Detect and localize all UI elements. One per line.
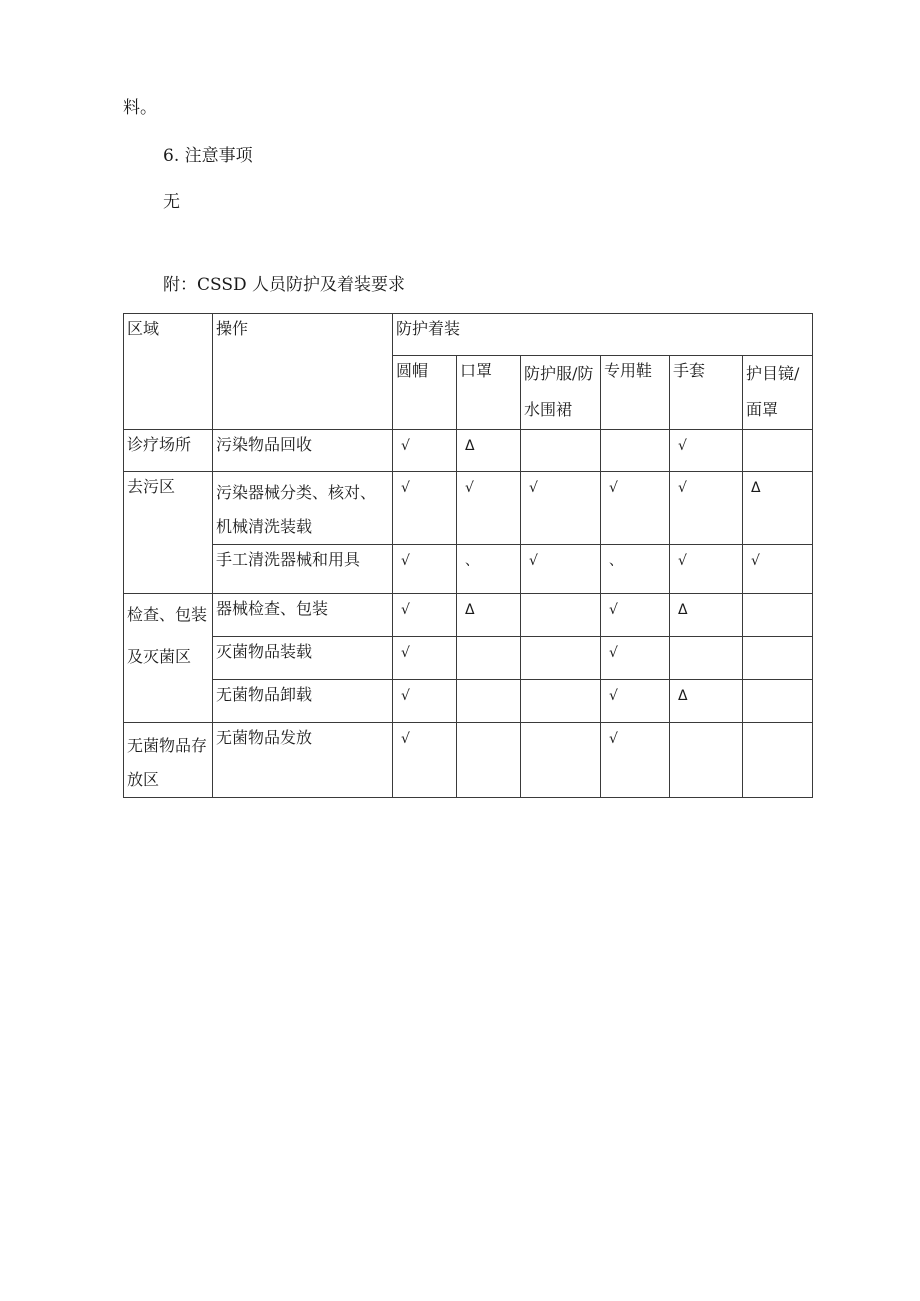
mark-cell [743,594,813,637]
area-cell: 无菌物品存放区 [124,723,213,798]
mark-cell: √ [393,594,457,637]
mark-cell [521,680,601,723]
header-item-gloves: 手套 [670,356,743,430]
mark-cell: √ [601,637,670,680]
mark-cell: √ [601,680,670,723]
mark-cell [670,723,743,798]
mark-cell: √ [670,545,743,594]
mark-cell: Δ [457,594,521,637]
table-row [124,680,813,723]
table-row [124,545,813,594]
operation-cell: 污染物品回收 [213,430,393,472]
area-cell: 检查、包装及灭菌区 [124,594,213,723]
header-item-mask: 口罩 [457,356,521,430]
mark-cell [743,723,813,798]
mark-cell: √ [393,545,457,594]
table-row [124,430,813,472]
mark-cell [601,430,670,472]
header-item-shoes: 专用鞋 [601,356,670,430]
operation-cell: 污染器械分类、核对、机械清洗装载 [213,472,393,545]
mark-cell [521,723,601,798]
table-row [124,723,813,798]
header-operation: 操作 [213,314,393,430]
mark-cell: √ [601,594,670,637]
area-cell: 诊疗场所 [124,430,213,472]
operation-cell: 手工清洗器械和用具 [213,545,393,594]
mark-cell: Δ [670,680,743,723]
header-item-cap: 圆帽 [393,356,457,430]
mark-cell: √ [393,472,457,545]
mark-cell: √ [601,472,670,545]
mark-cell: √ [743,545,813,594]
section-heading-notes: 6. 注意事项 [163,146,253,166]
table-row [124,637,813,680]
mark-cell: √ [670,430,743,472]
appendix-title: 附：CSSD 人员防护及着装要求 [163,275,406,295]
mark-cell: √ [670,472,743,545]
mark-cell [521,637,601,680]
mark-cell: √ [393,723,457,798]
header-area: 区域 [124,314,213,430]
operation-cell: 器械检查、包装 [213,594,393,637]
mark-cell: √ [457,472,521,545]
operation-cell: 无菌物品卸载 [213,680,393,723]
operation-cell: 灭菌物品装载 [213,637,393,680]
mark-cell: Δ [457,430,521,472]
mark-cell: 、 [457,545,521,594]
mark-cell: Δ [743,472,813,545]
mark-cell [457,637,521,680]
table-row [124,594,813,637]
mark-cell: √ [393,637,457,680]
operation-cell: 无菌物品发放 [213,723,393,798]
mark-cell [743,637,813,680]
mark-cell: √ [601,723,670,798]
paragraph-line-1: 料。 [123,98,157,118]
header-item-gown: 防护服/防水围裙 [521,356,601,430]
table-row [124,472,813,545]
mark-cell: 、 [601,545,670,594]
mark-cell [521,430,601,472]
mark-cell [521,594,601,637]
mark-cell [457,680,521,723]
ppe-requirements-table [123,313,813,798]
mark-cell: √ [521,545,601,594]
area-cell: 去污区 [124,472,213,594]
header-item-goggles: 护目镜/面罩 [743,356,813,430]
mark-cell [670,637,743,680]
mark-cell [743,430,813,472]
mark-cell: √ [393,680,457,723]
mark-cell [743,680,813,723]
mark-cell: √ [393,430,457,472]
mark-cell: Δ [670,594,743,637]
mark-cell: √ [521,472,601,545]
mark-cell [457,723,521,798]
header-ppe: 防护着装 [393,314,813,356]
paragraph-none: 无 [163,192,180,212]
